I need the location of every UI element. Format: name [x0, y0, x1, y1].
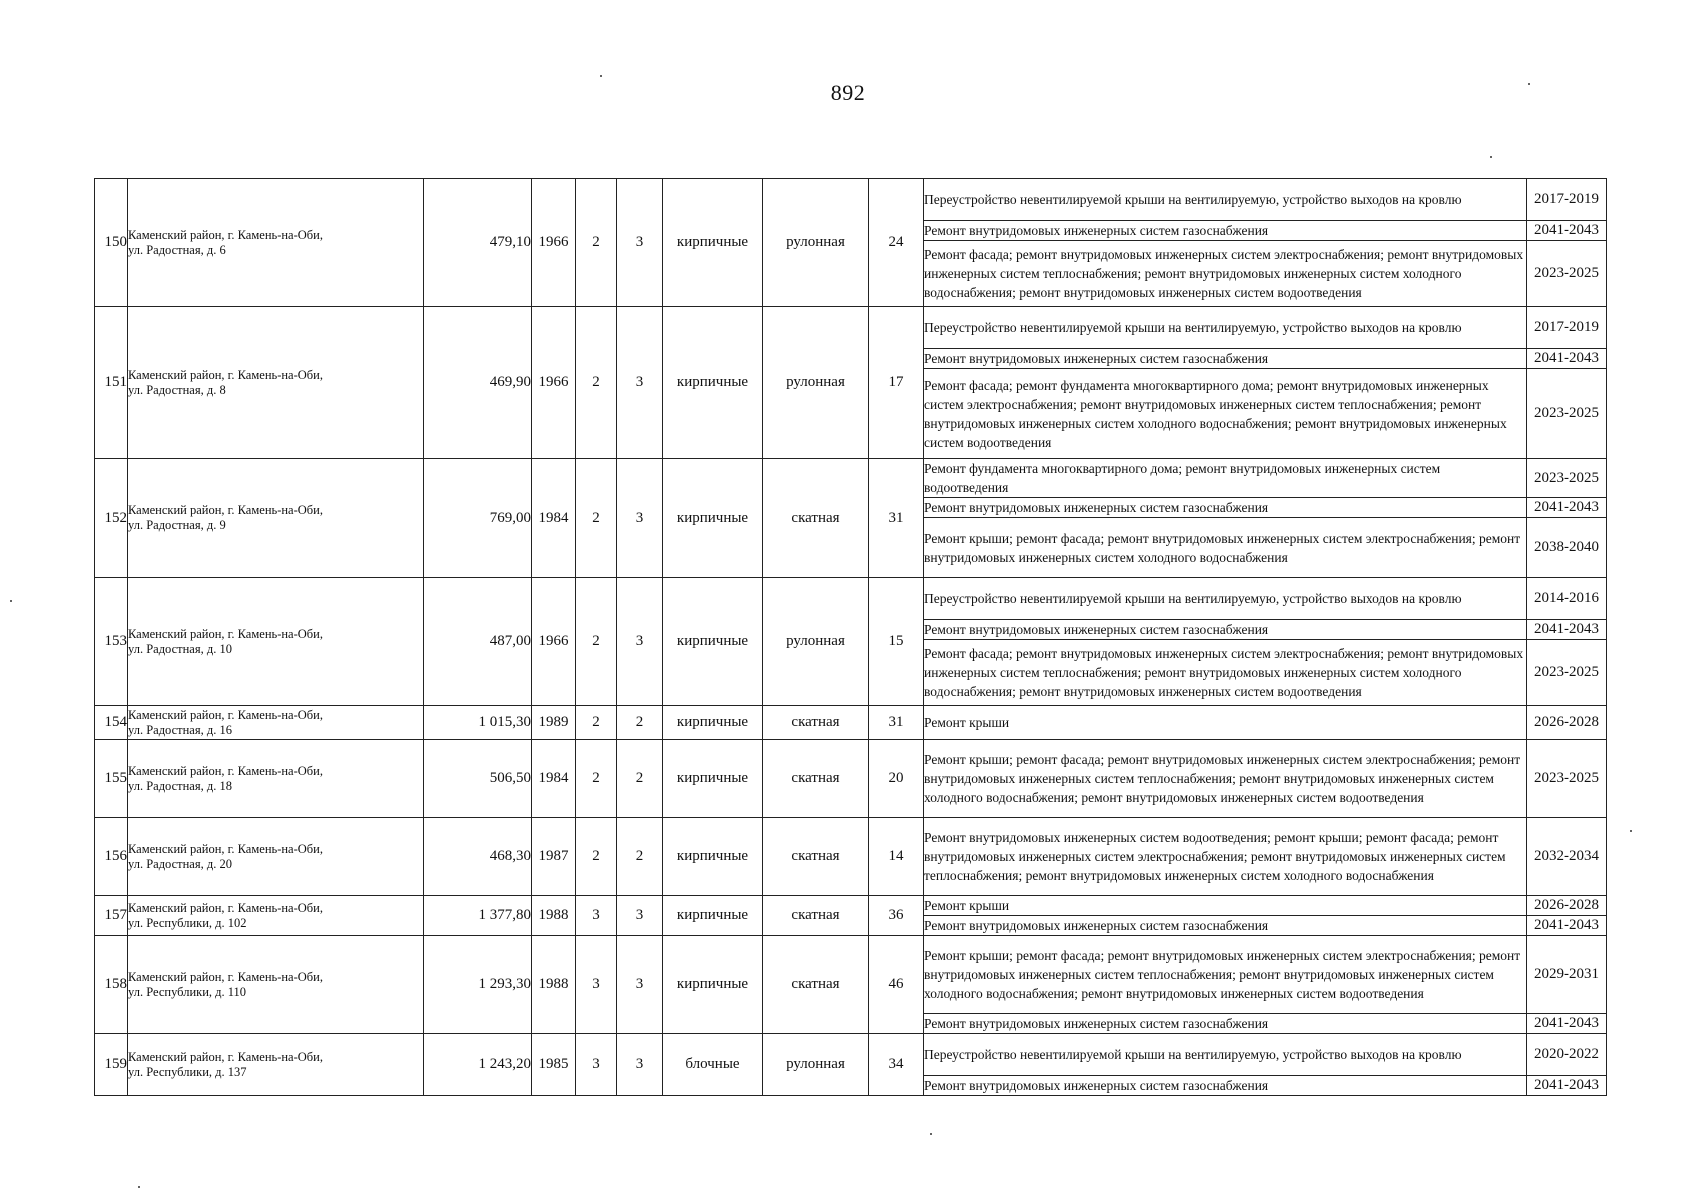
year-cell: 1985: [532, 1034, 576, 1096]
row-number: 153: [95, 578, 128, 706]
floors-cell: 2: [576, 578, 617, 706]
roof-type-cell: скатная: [763, 740, 869, 818]
year-cell: 1988: [532, 936, 576, 1034]
address-line: ул. Радостная, д. 18: [128, 778, 232, 793]
address-line: Каменский район, г. Камень-на-Оби,: [128, 227, 323, 242]
wall-material-cell: блочные: [663, 1034, 763, 1096]
address-cell: [128, 936, 424, 1034]
period-cell: 2041-2043: [1527, 916, 1607, 936]
wall-material-cell: кирпичные: [663, 307, 763, 459]
work-description-cell: Ремонт внутридомовых инженерных систем газоснабжения: [924, 620, 1527, 640]
table-row: [95, 896, 1607, 916]
wall-material-cell: кирпичные: [663, 740, 763, 818]
period-cell: 2023-2025: [1527, 740, 1607, 818]
address-line: Каменский район, г. Камень-на-Оби,: [128, 503, 323, 517]
address-line: Каменский район, г. Камень-на-Оби,: [128, 969, 323, 984]
scan-speck: [930, 1133, 932, 1135]
scan-speck: [600, 75, 602, 77]
row-number: 154: [95, 706, 128, 740]
wall-material-cell: кирпичные: [663, 936, 763, 1034]
address-line: ул. Радостная, д. 9: [128, 518, 226, 532]
year-cell: 1966: [532, 307, 576, 459]
row-number: 151: [95, 307, 128, 459]
address-line: ул. Республики, д. 110: [128, 984, 247, 999]
roof-type-cell: рулонная: [763, 179, 869, 307]
period-cell: 2020-2022: [1527, 1034, 1607, 1076]
entrances-cell: 3: [617, 307, 663, 459]
work-description-cell: Переустройство невентилируемой крыши на вентилируемую, устройство выходов на кровлю: [924, 307, 1527, 349]
year-cell: 1966: [532, 179, 576, 307]
work-description-cell: Ремонт фасада; ремонт внутридомовых инженерных систем электроснабжения; ремонт внутридомовых инженерных систем теплоснабжения; ремонт внутридомовых инженерных систем холодного водоснабжения; ремонт внутридомовых инженерных систем водоотведения: [924, 640, 1527, 706]
period-cell: 2041-2043: [1527, 1014, 1607, 1034]
roof-type-cell: рулонная: [763, 307, 869, 459]
address-line: ул. Радостная, д. 16: [128, 722, 232, 737]
address-cell: [128, 1034, 424, 1096]
address-cell: [128, 307, 424, 459]
work-description-cell: Ремонт внутридомовых инженерных систем газоснабжения: [924, 916, 1527, 936]
address-line: Каменский район, г. Камень-на-Оби,: [128, 763, 323, 778]
year-cell: 1989: [532, 706, 576, 740]
work-description-cell: Ремонт крыши: [924, 706, 1527, 740]
row-number: 150: [95, 179, 128, 307]
apartments-cell: 36: [869, 896, 924, 936]
area-cell: 769,00: [424, 459, 532, 578]
table-row: [95, 578, 1607, 620]
apartments-cell: 20: [869, 740, 924, 818]
roof-type-cell: скатная: [763, 818, 869, 896]
address-cell: [128, 818, 424, 896]
apartments-cell: 34: [869, 1034, 924, 1096]
period-cell: 2029-2031: [1527, 936, 1607, 1014]
apartments-cell: 15: [869, 578, 924, 706]
work-description-cell: Ремонт внутридомовых инженерных систем газоснабжения: [924, 349, 1527, 369]
floors-cell: 2: [576, 818, 617, 896]
roof-type-cell: скатная: [763, 706, 869, 740]
apartments-cell: 14: [869, 818, 924, 896]
entrances-cell: 2: [617, 818, 663, 896]
apartments-cell: 24: [869, 179, 924, 307]
period-cell: 2041-2043: [1527, 221, 1607, 241]
work-description-cell: Ремонт крыши; ремонт фасада; ремонт внутридомовых инженерных систем электроснабжения; ремонт внутридомовых инженерных систем холодного водоснабжения: [924, 518, 1527, 578]
page-number: 892: [830, 80, 866, 105]
address-line: Каменский район, г. Камень-на-Оби,: [128, 626, 323, 641]
period-cell: 2038-2040: [1527, 518, 1607, 578]
work-description-cell: Ремонт внутридомовых инженерных систем газоснабжения: [924, 221, 1527, 241]
scan-speck: [1630, 830, 1632, 832]
area-cell: 469,90: [424, 307, 532, 459]
area-cell: 479,10: [424, 179, 532, 307]
table-row: [95, 740, 1607, 818]
entrances-cell: 3: [617, 896, 663, 936]
period-cell: 2023-2025: [1527, 459, 1607, 498]
period-cell: 2023-2025: [1527, 241, 1607, 307]
apartments-cell: 31: [869, 459, 924, 578]
row-number: 152: [95, 459, 128, 578]
roof-type-cell: скатная: [763, 459, 869, 578]
address-cell: [128, 578, 424, 706]
period-cell: 2023-2025: [1527, 640, 1607, 706]
address-line: Каменский район, г. Камень-на-Оби,: [128, 900, 323, 915]
floors-cell: 3: [576, 1034, 617, 1096]
table-body: [95, 179, 1607, 1096]
area-cell: 487,00: [424, 578, 532, 706]
address-line: ул. Радостная, д. 20: [128, 856, 232, 871]
floors-cell: 2: [576, 179, 617, 307]
floors-cell: 2: [576, 459, 617, 578]
row-number: 155: [95, 740, 128, 818]
row-number: 158: [95, 936, 128, 1034]
work-description-cell: Ремонт внутридомовых инженерных систем газоснабжения: [924, 498, 1527, 518]
apartments-cell: 31: [869, 706, 924, 740]
year-cell: 1984: [532, 459, 576, 578]
scan-speck: [10, 600, 12, 602]
work-description-cell: Ремонт внутридомовых инженерных систем газоснабжения: [924, 1076, 1527, 1096]
wall-material-cell: кирпичные: [663, 706, 763, 740]
entrances-cell: 3: [617, 936, 663, 1034]
table-row: [95, 818, 1607, 896]
roof-type-cell: рулонная: [763, 578, 869, 706]
period-cell: 2041-2043: [1527, 1076, 1607, 1096]
address-line: ул. Республики, д. 137: [128, 1064, 247, 1079]
scan-speck: [1528, 83, 1530, 85]
work-description-cell: Ремонт внутридомовых инженерных систем газоснабжения: [924, 1014, 1527, 1034]
wall-material-cell: кирпичные: [663, 896, 763, 936]
roof-type-cell: скатная: [763, 936, 869, 1034]
work-description-cell: Переустройство невентилируемой крыши на вентилируемую, устройство выходов на кровлю: [924, 179, 1527, 221]
floors-cell: 2: [576, 706, 617, 740]
work-description-cell: Ремонт внутридомовых инженерных систем водоотведения; ремонт крыши; ремонт фасада; ремонт внутридомовых инженерных систем электроснабжения; ремонт внутридомовых инженерных систем теплоснабжения; ремонт внутридомовых инженерных систем холодного водоснабжения: [924, 818, 1527, 896]
table-row: [95, 1034, 1607, 1076]
year-cell: 1987: [532, 818, 576, 896]
floors-cell: 3: [576, 896, 617, 936]
period-cell: 2041-2043: [1527, 620, 1607, 640]
building-repair-table: [94, 178, 1607, 1096]
apartments-cell: 46: [869, 936, 924, 1034]
table-row: [95, 706, 1607, 740]
address-line: ул. Радостная, д. 8: [128, 382, 226, 397]
row-number: 156: [95, 818, 128, 896]
floors-cell: 2: [576, 307, 617, 459]
address-cell: [128, 896, 424, 936]
work-description-cell: Ремонт фундамента многоквартирного дома; ремонт внутридомовых инженерных систем водоотведения: [924, 459, 1527, 498]
table-row: [95, 307, 1607, 349]
table-row: [95, 459, 1607, 498]
address-line: ул. Республики, д. 102: [128, 915, 247, 930]
period-cell: 2014-2016: [1527, 578, 1607, 620]
work-description-cell: Ремонт крыши: [924, 896, 1527, 916]
period-cell: 2041-2043: [1527, 349, 1607, 369]
year-cell: 1966: [532, 578, 576, 706]
scan-speck: [138, 1186, 140, 1188]
wall-material-cell: кирпичные: [663, 578, 763, 706]
table-row: [95, 936, 1607, 1014]
year-cell: 1988: [532, 896, 576, 936]
work-description-cell: Ремонт фасада; ремонт внутридомовых инженерных систем электроснабжения; ремонт внутридомовых инженерных систем теплоснабжения; ремонт внутридомовых инженерных систем холодного водоснабжения; ремонт внутридомовых инженерных систем водоотведения: [924, 241, 1527, 307]
work-description-cell: Переустройство невентилируемой крыши на вентилируемую, устройство выходов на кровлю: [924, 1034, 1527, 1076]
area-cell: 1 015,30: [424, 706, 532, 740]
floors-cell: 3: [576, 936, 617, 1034]
period-cell: 2026-2028: [1527, 896, 1607, 916]
period-cell: 2041-2043: [1527, 498, 1607, 518]
period-cell: 2023-2025: [1527, 369, 1607, 459]
entrances-cell: 3: [617, 179, 663, 307]
address-cell: [128, 459, 424, 578]
entrances-cell: 3: [617, 578, 663, 706]
row-number: 157: [95, 896, 128, 936]
address-cell: [128, 740, 424, 818]
area-cell: 1 293,30: [424, 936, 532, 1034]
address-cell: [128, 706, 424, 740]
roof-type-cell: скатная: [763, 896, 869, 936]
year-cell: 1984: [532, 740, 576, 818]
address-cell: [128, 179, 424, 307]
address-line: Каменский район, г. Камень-на-Оби,: [128, 367, 323, 382]
area-cell: 1 377,80: [424, 896, 532, 936]
address-line: ул. Радостная, д. 10: [128, 641, 232, 656]
roof-type-cell: рулонная: [763, 1034, 869, 1096]
area-cell: 468,30: [424, 818, 532, 896]
wall-material-cell: кирпичные: [663, 459, 763, 578]
entrances-cell: 3: [617, 1034, 663, 1096]
entrances-cell: 3: [617, 459, 663, 578]
area-cell: 1 243,20: [424, 1034, 532, 1096]
work-description-cell: Ремонт крыши; ремонт фасада; ремонт внутридомовых инженерных систем электроснабжения; ремонт внутридомовых инженерных систем теплоснабжения; ремонт внутридомовых инженерных систем холодного водоснабжения; ремонт внутридомовых инженерных систем водоотведения: [924, 936, 1527, 1014]
address-line: ул. Радостная, д. 6: [128, 242, 226, 257]
entrances-cell: 2: [617, 706, 663, 740]
table-row: [95, 179, 1607, 221]
entrances-cell: 2: [617, 740, 663, 818]
row-number: 159: [95, 1034, 128, 1096]
period-cell: 2026-2028: [1527, 706, 1607, 740]
address-line: Каменский район, г. Камень-на-Оби,: [128, 1049, 323, 1064]
work-description-cell: Ремонт фасада; ремонт фундамента многоквартирного дома; ремонт внутридомовых инженерных систем электроснабжения; ремонт внутридомовых инженерных систем теплоснабжения; ремонт внутридомовых инженерных систем холодного водоснабжения; ремонт внутридомовых инженерных систем водоотведения: [924, 369, 1527, 459]
apartments-cell: 17: [869, 307, 924, 459]
floors-cell: 2: [576, 740, 617, 818]
work-description-cell: Ремонт крыши; ремонт фасада; ремонт внутридомовых инженерных систем электроснабжения; ремонт внутридомовых инженерных систем теплоснабжения; ремонт внутридомовых инженерных систем холодного водоснабжения; ремонт внутридомовых инженерных систем водоотведения: [924, 740, 1527, 818]
period-cell: 2017-2019: [1527, 307, 1607, 349]
period-cell: 2017-2019: [1527, 179, 1607, 221]
scan-speck: [1490, 156, 1492, 158]
work-description-cell: Переустройство невентилируемой крыши на вентилируемую, устройство выходов на кровлю: [924, 578, 1527, 620]
wall-material-cell: кирпичные: [663, 818, 763, 896]
address-line: Каменский район, г. Камень-на-Оби,: [128, 707, 323, 722]
wall-material-cell: кирпичные: [663, 179, 763, 307]
address-line: Каменский район, г. Камень-на-Оби,: [128, 841, 323, 856]
area-cell: 506,50: [424, 740, 532, 818]
period-cell: 2032-2034: [1527, 818, 1607, 896]
